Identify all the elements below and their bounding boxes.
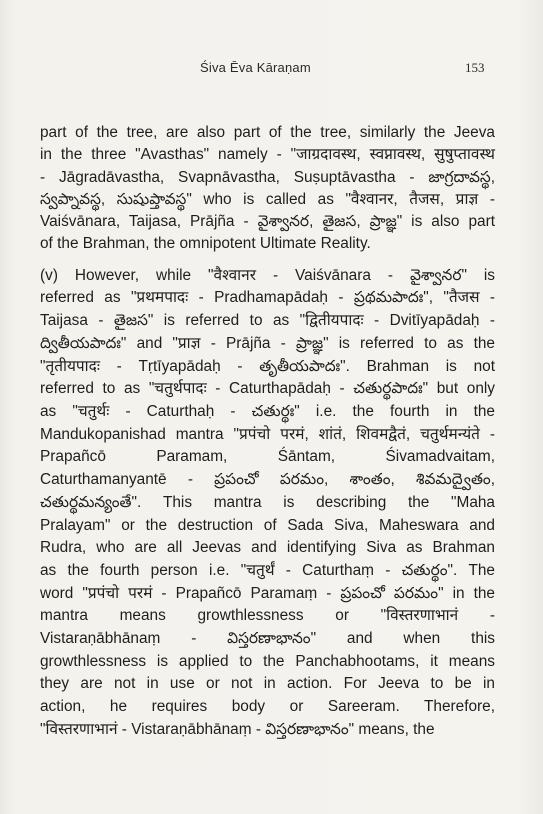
text-line: they are not in use or not in action. For Jeeva to be in (40, 675, 495, 693)
body-text (40, 122, 495, 742)
page-header (0, 60, 543, 80)
text-line: Pralayam" or the destruction of Sada Siva, Maheswara and (40, 516, 495, 534)
text-line: Prapañcō Paramam, Śāntam, Śivamadvaitam, (40, 448, 495, 466)
page-number: 153 (465, 60, 485, 75)
text-line: referred to as "चतुर्थपादः - Caturthapādaḥ - చతుర్థపాదః" but only (40, 380, 495, 398)
text-line: Vistaraṇābhānaṃ - విస్తరణాభానం" and when this (40, 630, 495, 648)
text-line: action, he requires body or Sareeram. Therefore, (40, 698, 495, 716)
paragraph-1 (40, 122, 495, 256)
text-line: చతుర్థమన్యంతే". This mantra is describing the "Maha (40, 493, 495, 511)
text-line: స్వప్నావస్థ, సుషుప్తావస్థ" who is called as "वैश्वानर, तैजस, प्राज्ञ - (40, 190, 495, 208)
paragraph-2 (40, 265, 495, 742)
text-line: as "चतुर्थः - Caturthaḥ - చతుర్థః" i.e. the fourth in the (40, 403, 495, 420)
text-line: Mandukopanishad mantra "प्रपंचो परमं, शांतं, शिवमद्वैतं, चतुर्थमन्यंते - (40, 425, 495, 443)
text-line: growthlessness is applied to the Panchabhootams, it means (40, 652, 495, 670)
text-line: (v) However, while "वैश्वानर - Vaiśvānara - వైశ్వానర" is (40, 266, 495, 284)
text-line: part of the tree, are also part of the tree, similarly the Jeeva (40, 124, 495, 141)
text-line: referred as "प्रथमपादः - Pradhamapādaḥ - ప్రథమపాదః", "तैजस - (40, 289, 495, 307)
text-line: "तृतीयपादः - Tṛtīyapādaḥ - తృతీయపాదః". Brahman is not (40, 357, 495, 375)
text-line: in the three "Avasthas" namely - "जाग्रदावस्थ, स्वप्नावस्थ, सुषुप्तावस्थ (40, 146, 495, 164)
text-line: mantra means growthlessness or "विस्तरणाभानं - (40, 607, 495, 625)
text-line: Vaiśvānara, Taijasa, Prājña - వైశ్వానర, తైజస, ప్రాజ్ఞ" is also part (40, 213, 495, 231)
text-line: Taijasa - తైజస" is referred to as "द्वितीयपादः - Dvitīyapādaḥ - (40, 312, 495, 330)
text-line: as the fourth person i.e. "चतुर्थं - Caturthaṃ - చతుర్థం". The (40, 561, 495, 579)
text-line: - Jāgradāvastha, Svapnāvastha, Suṣuptāvastha - జాగ్రదావస్థ, (40, 168, 495, 186)
text-line: Caturthamanyantē - ప్రపంచో పరమం, శాంతం, శివమద్వైతం, (40, 471, 495, 489)
text-line: ద్వితీయపాదః" and "प्राज्ञ - Prājña - ప్రాజ్ఞ" is referred to as the (40, 334, 495, 352)
text-line: Rudra, who are all Jeevas and identifying Siva as Brahman (40, 539, 495, 557)
text-line: word "प्रपंचो परमं - Prapañcō Paramaṃ - ప్రపంచో పరమం" in the (40, 584, 495, 602)
running-title: Śiva Ēva Kāraṇam (200, 60, 311, 75)
text-line: of the Brahman, the omnipotent Ultimate Reality. (40, 235, 371, 253)
text-line: "विस्तरणाभानं - Vistaraṇābhānaṃ - విస్తరణాభానం" means, the (40, 720, 435, 738)
